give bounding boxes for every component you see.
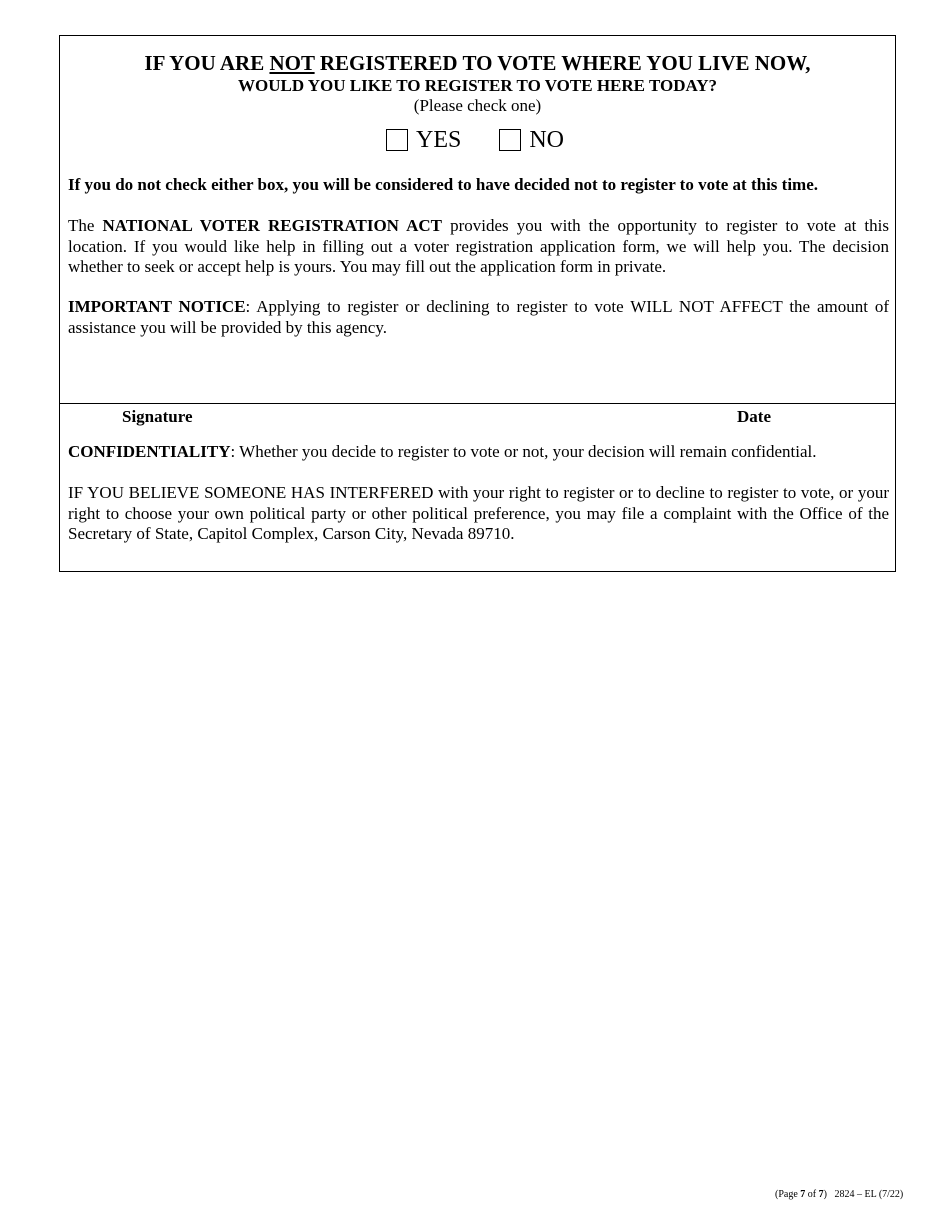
title-emphasis: NOT (269, 51, 315, 75)
default-decision-notice: If you do not check either box, you will be considered to have decided not to register to vote at this time. (68, 175, 819, 194)
nvra-prefix: The (68, 216, 103, 235)
nvra-paragraph (68, 216, 889, 278)
footer-form-id: 2824 – EL (7/22) (834, 1189, 904, 1200)
footer-page-suffix: ) (823, 1189, 827, 1200)
date-label: Date (737, 407, 771, 426)
nvra-act-name: NATIONAL VOTER REGISTRATION ACT (102, 216, 443, 235)
yes-option[interactable] (386, 126, 461, 154)
yes-checkbox[interactable] (386, 129, 408, 151)
no-checkbox[interactable] (499, 129, 521, 151)
footer-page-current: 7 (800, 1189, 806, 1200)
footer-page-prefix: (Page (775, 1189, 801, 1200)
footer-page-of: of (805, 1189, 819, 1200)
yes-label: YES (416, 127, 462, 153)
signature-label: Signature (122, 407, 193, 426)
important-notice-label: IMPORTANT NOTICE (68, 297, 246, 316)
check-instruction: (Please check one) (413, 96, 542, 115)
form-subtitle: WOULD YOU LIKE TO REGISTER TO VOTE HERE TODAY? (238, 76, 717, 95)
important-notice-body: : Applying to register or declining to register to vote WILL NOT AFFECT the amount of assistance you will be provided by this agency. (68, 297, 889, 337)
confidentiality-label: CONFIDENTIALITY (68, 442, 231, 461)
no-option[interactable] (499, 126, 564, 154)
title-part-2: REGISTERED TO VOTE WHERE YOU LIVE NOW, (314, 51, 811, 75)
interference-notice-paragraph: IF YOU BELIEVE SOMEONE HAS INTERFERED with your right to register or to decline to register to vote, or your right to choose your own political party or other political preference, you may file a complaint with the Office of the Secretary of State, Capitol Complex, Carson City, Nevada 89710. (68, 483, 889, 543)
confidentiality-body: : Whether you decide to register to vote or not, your decision will remain confidential. (230, 442, 817, 461)
nvra-body: provides you with the opportunity to register to vote at this location. If you would like help in filling out a voter registration application form, we will help you. The decision whether to seek or accept help is yours. You may fill out the application form in private. (68, 216, 889, 276)
registration-question-section (60, 36, 895, 404)
no-label: NO (529, 127, 565, 153)
confidentiality-paragraph (68, 442, 889, 463)
voter-registration-form (59, 35, 896, 572)
important-notice-paragraph (68, 297, 889, 338)
form-title (60, 51, 895, 75)
page-footer (775, 1189, 903, 1201)
title-part-1: IF YOU ARE (144, 51, 270, 75)
footer-page-total: 7 (818, 1189, 824, 1200)
registration-choices (386, 126, 564, 154)
